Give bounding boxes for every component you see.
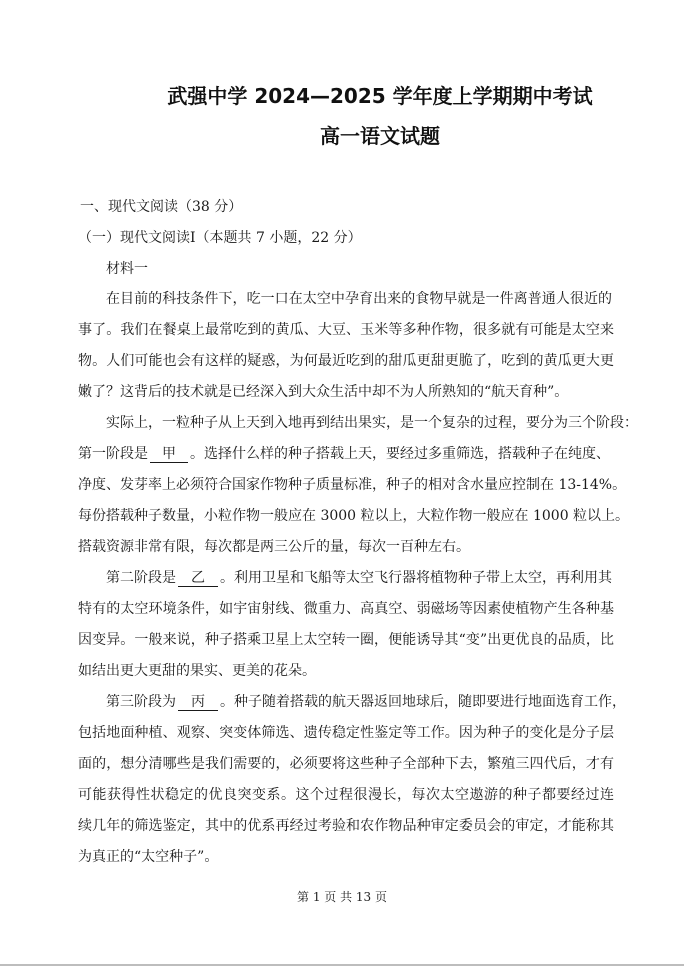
paragraph-line: 包括地面种植、观察、突变体筛选、遗传稳定性鉴定等工作。因为种子的变化是分子层: [78, 725, 614, 741]
text-segment: 。种子随着搭载的航天器返回地球后，随即要进行地面选育工作，: [220, 694, 626, 710]
paragraph-line: 续几年的筛选鉴定，其中的优系再经过考验和农作物品种审定委员会的审定，才能称其: [78, 818, 614, 834]
material-label: 材料一: [106, 261, 148, 277]
paragraph-line: [106, 569, 612, 587]
paragraph-line: 实际上，一粒种子从上天到入地再到结出果实，是一个复杂的过程，要分为三个阶段：: [106, 415, 638, 431]
subsection-heading: （一）现代文阅读Ⅰ（本题共 7 小题，22 分）: [78, 230, 362, 246]
exam-title: 武强中学 2024—2025 学年度上学期期中考试: [167, 84, 593, 108]
paragraph-line: 可能获得性状稳定的优良突变系。这个过程很漫长，每次太空遨游的种子都要经过连: [78, 787, 614, 803]
paragraph-line: 净度、发芽率上必须符合国家作物种子质量标准，种子的相对含水量应控制在 13-14%。: [78, 477, 627, 493]
page-number: 第 1 页 共 13 页: [297, 890, 387, 904]
paragraph-line: 嫩了？这背后的技术就是已经深入到大众生活中却不为人所熟知的“航天育种”。: [78, 384, 569, 400]
paragraph-line: 因变异。一般来说，种子搭乘卫星上太空转一圈，便能诱导其“变”出更优良的品质，比: [78, 632, 614, 648]
paragraph-line: 面的，想分清哪些是我们需要的，必须要将这些种子全部种下去，繁殖三四代后，才有: [78, 756, 614, 772]
paragraph-line: 物。人们可能也会有这样的疑惑，为何最近吃到的甜瓜更甜更脆了，吃到的黄瓜更大更: [78, 353, 614, 369]
fill-blank-a: 甲: [150, 446, 188, 463]
exam-subtitle: 高一语文试题: [320, 124, 440, 148]
text-segment: 。利用卫星和飞船等太空飞行器将植物种子带上太空，再利用其: [220, 570, 612, 586]
paragraph-line: [106, 693, 626, 711]
paragraph-line: 如结出更大更甜的果实、更美的花朵。: [78, 663, 316, 679]
text-segment: 。选择什么样的种子搭载上天，要经过多重筛选，搭载种子在纯度、: [190, 446, 610, 462]
paragraph-line: 在目前的科技条件下，吃一口在太空中孕育出来的食物早就是一件离普通人很近的: [106, 291, 612, 307]
text-segment: 第二阶段是: [106, 570, 176, 586]
paragraph-line: 为真正的“太空种子”。: [78, 849, 219, 865]
section-heading: 一、现代文阅读（38 分）: [80, 199, 243, 215]
paragraph-line: 事了。我们在餐桌上最常吃到的黄瓜、大豆、玉米等多种作物，很多就有可能是太空来: [78, 322, 614, 338]
fill-blank-b: 乙: [178, 570, 218, 587]
paragraph-line: 特有的太空环境条件，如宇宙射线、微重力、高真空、弱磁场等因素使植物产生各种基: [78, 601, 614, 617]
paragraph-line: [78, 445, 610, 463]
paragraph-line: 每份搭载种子数量，小粒作物一般应在 3000 粒以上，大粒作物一般应在 1000 粒以上。: [78, 508, 630, 524]
paragraph-line: 搭载资源非常有限，每次都是两三公斤的量，每次一百种左右。: [78, 539, 470, 555]
text-segment: 第一阶段是: [78, 446, 148, 462]
text-segment: 第三阶段为: [106, 694, 176, 710]
page-bottom-divider: [0, 964, 684, 966]
fill-blank-c: 丙: [178, 694, 218, 711]
